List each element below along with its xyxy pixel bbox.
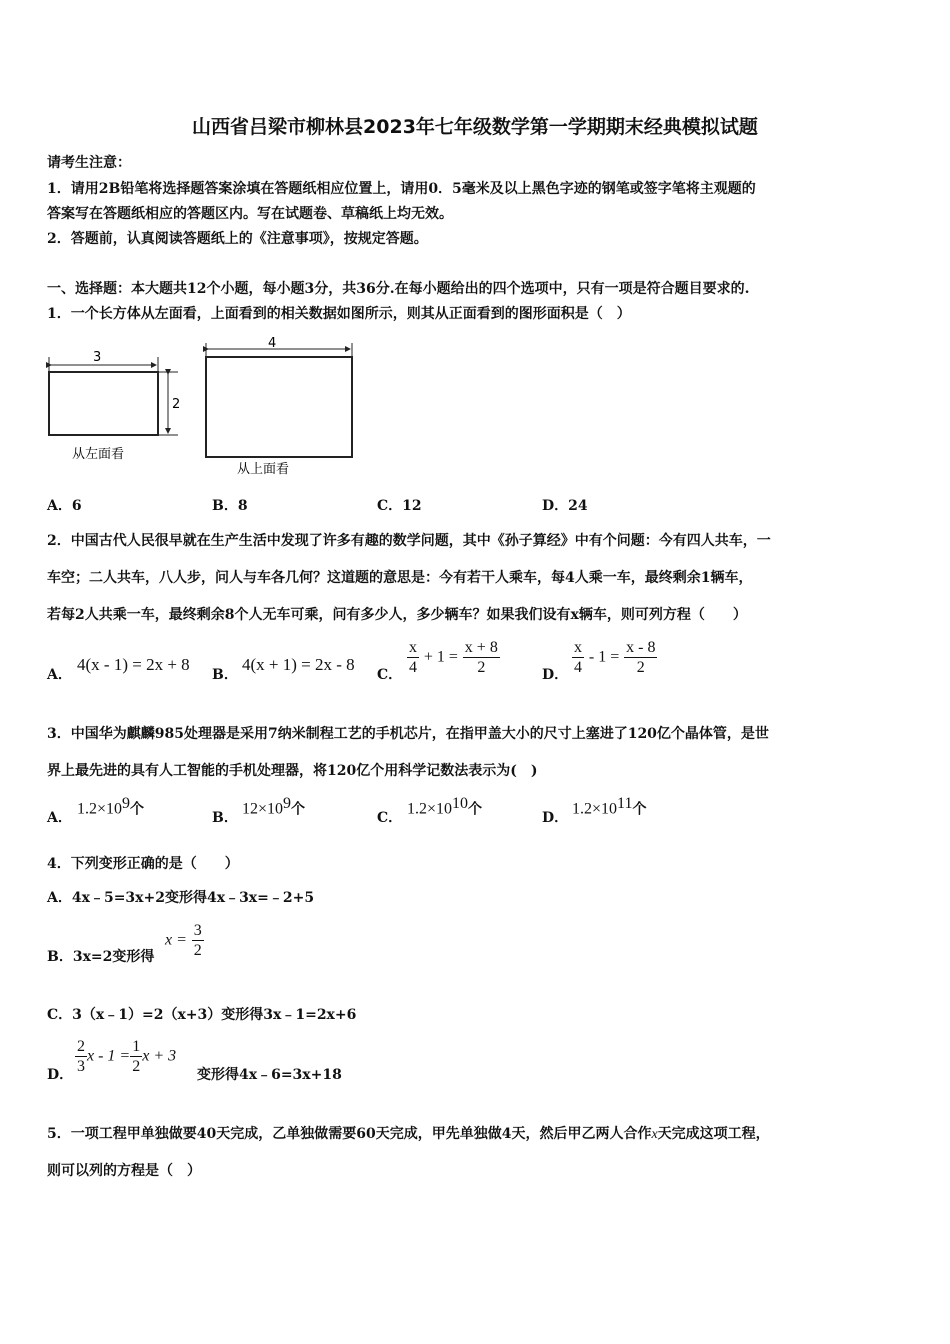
q2d-num-2: x - 8 bbox=[626, 639, 656, 656]
q2d-num-1: x bbox=[574, 639, 582, 656]
q4-option-a: A．4x﹣5=3x+2变形得4x﹣3x=﹣2+5 bbox=[47, 890, 315, 906]
q1-option-d: D．24 bbox=[542, 498, 588, 514]
q2-option-d-equation bbox=[572, 638, 657, 677]
q2-option-a-label: A． bbox=[47, 667, 72, 683]
q2-line-3: 若每2人共乘一车，最终剩余8个人无车可乘，问有多少人，多少辆车？如果我们设有x辆车，则可列方程（ ） bbox=[47, 607, 747, 623]
q4-stem: 4．下列变形正确的是（ ） bbox=[47, 856, 239, 872]
q2d-den-2: 2 bbox=[636, 659, 645, 676]
q2-option-b-label: B． bbox=[212, 667, 238, 683]
left-view-width-label: 3 bbox=[93, 350, 102, 365]
q3-option-d-value: $1.2\times 10^{11}$个 bbox=[572, 795, 647, 818]
q1-figure bbox=[40, 335, 370, 480]
section-heading: 一、选择题：本大题共12个小题，每小题3分，共36分.在每小题给出的四个选项中，只有一项是符合题目要求的. bbox=[47, 281, 750, 297]
q3-line-2: 界上最先进的具有人工智能的手机处理器，将120亿个用科学记数法表示为( ) bbox=[47, 763, 538, 779]
q4-option-d-text: 变形得4x﹣6=3x+18 bbox=[197, 1067, 342, 1083]
q2c-num-2: x + 8 bbox=[464, 639, 498, 656]
q3-option-b-label: B． bbox=[212, 810, 238, 826]
top-view-diagram bbox=[206, 336, 352, 477]
left-view-diagram bbox=[49, 350, 180, 462]
q1-stem: 1．一个长方体从左面看，上面看到的相关数据如图所示，则其从正面看到的图形面积是（ ） bbox=[47, 306, 631, 322]
q2c-num-1: x bbox=[409, 639, 417, 656]
q2-option-c-equation bbox=[407, 638, 500, 677]
q3-option-a-label: A． bbox=[47, 810, 72, 826]
q3-line-1: 3．中国华为麒麟985处理器是采用7纳米制程工艺的手机芯片，在指甲盖大小的尺寸上塞进了120亿个晶体管，是世 bbox=[47, 726, 769, 742]
q1-option-a: A．6 bbox=[47, 498, 82, 514]
notice-heading: 请考生注意： bbox=[47, 155, 131, 171]
q2d-mid: - 1 = bbox=[588, 648, 620, 666]
q3-option-d-label: D． bbox=[542, 810, 569, 826]
left-view-caption: 从左面看 bbox=[72, 447, 125, 462]
q4-option-b-equation: x = $\frac{3}{2}$ bbox=[165, 922, 202, 959]
q1-option-b: B．8 bbox=[212, 498, 248, 514]
top-view-width-label: 4 bbox=[268, 336, 277, 351]
q4-option-d-label: D． bbox=[47, 1067, 74, 1083]
q4-option-d-equation: $\frac{2}{3}$ x - 1 = $\frac{1}{2}$ x + 3 bbox=[77, 1038, 177, 1075]
q2c-den-2: 2 bbox=[477, 659, 486, 676]
q2-option-c-label: C． bbox=[377, 667, 403, 683]
q3-option-c-label: C． bbox=[377, 810, 403, 826]
q2c-mid: + 1 = bbox=[423, 648, 458, 666]
q2-line-1: 2．中国古代人民很早就在生产生活中发现了许多有趣的数学问题，其中《孙子算经》中有个问题：今有四人共车，一 bbox=[47, 533, 771, 549]
notice-line-2: 答案写在答题纸相应的答题区内。写在试题卷、草稿纸上均无效。 bbox=[47, 206, 453, 222]
q2d-den-1: 4 bbox=[574, 659, 582, 676]
q4-option-b-text: B．3x=2变形得 bbox=[47, 949, 155, 965]
q5-line-1: 5．一项工程甲单独做要40天完成，乙单独做需要60天完成，甲先单独做4天，然后甲乙两人合作x天完成这项工程， bbox=[47, 1126, 770, 1142]
left-view-height-label: 2 bbox=[172, 397, 181, 412]
q3-option-c-value: $1.2\times 10^{10}$个 bbox=[407, 795, 483, 818]
q5-line-2: 则可以列的方程是（ ） bbox=[47, 1163, 201, 1179]
q2c-den-1: 4 bbox=[409, 659, 417, 676]
q2-option-d-label: D． bbox=[542, 667, 569, 683]
q1-option-c: C．12 bbox=[377, 498, 422, 514]
notice-line-1: 1．请用2B铅笔将选择题答案涂填在答题纸相应位置上，请用0．5毫米及以上黑色字迹的钢笔或签字笔将主观题的 bbox=[47, 181, 756, 197]
q3-option-b-value: $12\times 10^9$个 bbox=[242, 795, 306, 818]
top-view-caption: 从上面看 bbox=[237, 462, 290, 477]
q2-option-a-equation: 4(x - 1) = 2x + 8 bbox=[77, 655, 190, 674]
page-title: 山西省吕梁市柳林县2023年七年级数学第一学期期末经典模拟试题 bbox=[192, 116, 758, 138]
q2-line-2: 车空；二人共车，八人步，问人与车各几何？这道题的意思是：今有若干人乘车，每4人乘一车，最终剩余1辆车， bbox=[47, 570, 753, 586]
q2-option-b-equation: 4(x + 1) = 2x - 8 bbox=[242, 655, 355, 674]
q4-option-c: C．3（x﹣1）=2（x+3）变形得3x﹣1=2x+6 bbox=[47, 1007, 357, 1023]
q3-option-a-value: $1.2\times 10^9$个 bbox=[77, 795, 145, 818]
notice-line-3: 2．答题前，认真阅读答题纸上的《注意事项》，按规定答题。 bbox=[47, 231, 428, 247]
